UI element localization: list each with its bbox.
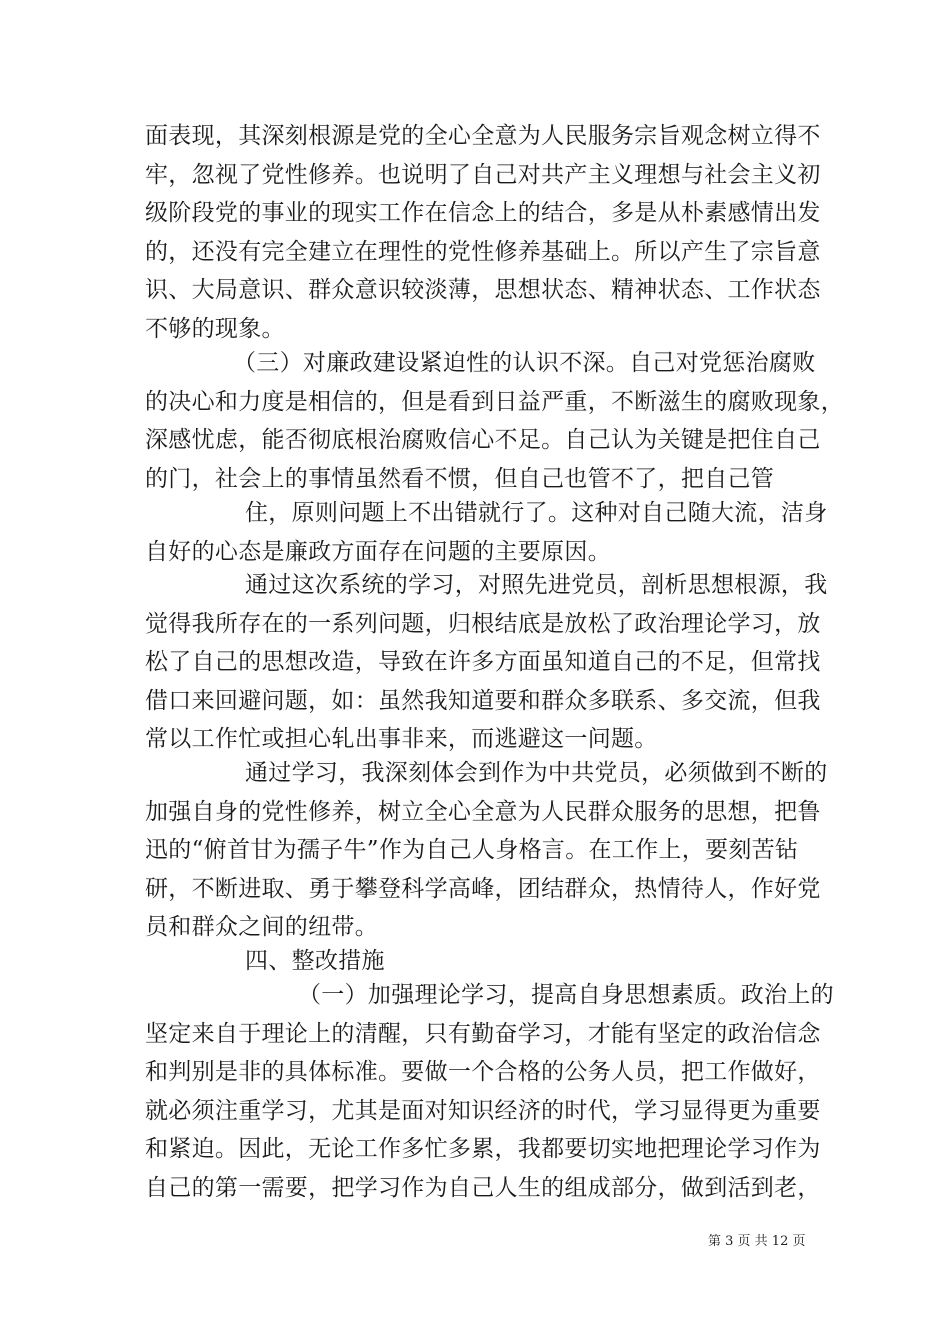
section-heading: 四、整改措施 — [245, 948, 385, 974]
text-line: 自好的心态是廉政方面存在问题的主要原因。 — [145, 539, 611, 565]
text-line: 研，不断进取、勇于攀登科学高峰，团结群众，热情待人，作好党 — [145, 876, 821, 902]
text-line: 牢，忽视了党性修养。也说明了自己对共产主义理想与社会主义初 — [145, 162, 821, 188]
text-line: 自己的第一需要，把学习作为自己人生的组成部分，做到活到老， — [145, 1175, 821, 1201]
text-line: 借口来回避问题，如：虽然我知道要和群众多联系、多交流，但我 — [145, 688, 821, 714]
text-line: 就必须注重学习，尤其是面对知识经济的时代，学习显得更为重要 — [145, 1098, 821, 1124]
text-line: 加强自身的党性修养，树立全心全意为人民群众服务的思想，把鲁 — [145, 799, 821, 825]
text-line: 坚定来自于理论上的清醒，只有勤奋学习，才能有坚定的政治信念 — [145, 1021, 821, 1047]
page-number: 第 3 页 共 12 页 — [708, 1234, 806, 1249]
text-line: 深感忧虑，能否彻底根治腐败信心不足。自己认为关键是把住自己 — [145, 427, 821, 453]
text-line: 迅的“俯首甘为孺子牛”作为自己人身格言。在工作上，要刻苦钻 — [145, 837, 799, 863]
text-line: 住，原则问题上不出错就行了。这种对自己随大流，洁身 — [245, 500, 828, 526]
text-line: 和紧迫。因此，无论工作多忙多累，我都要切实地把理论学习作为 — [145, 1136, 821, 1162]
text-line: 的决心和力度是相信的，但是看到日益严重，不断滋生的腐败现象， — [145, 389, 844, 415]
text-line: 不够的现象。 — [145, 316, 285, 342]
text-line: 员和群众之间的纽带。 — [145, 914, 378, 940]
text-line: （一）加强理论学习，提高自身思想素质。政治上的 — [298, 982, 834, 1008]
text-line: 的门，社会上的事情虽然看不惯，但自己也管不了，把自己管 — [145, 466, 775, 492]
text-line: 和判别是非的具体标准。要做一个合格的公务人员，把工作做好， — [145, 1059, 821, 1085]
text-line: 面表现，其深刻根源是党的全心全意为人民服务宗旨观念树立得不 — [145, 123, 821, 149]
text-line: 通过这次系统的学习，对照先进党员，剖析思想根源，我 — [245, 572, 828, 598]
text-line: 识、大局意识、群众意识较淡薄，思想状态、精神状态、工作状态 — [145, 277, 821, 303]
text-line: 通过学习，我深刻体会到作为中共党员，必须做到不断的 — [245, 760, 828, 786]
text-line: 觉得我所存在的一系列问题，归根结底是放松了政治理论学习，放 — [145, 611, 821, 637]
text-line: 级阶段党的事业的现实工作在信念上的结合，多是从朴素感情出发 — [145, 200, 821, 226]
text-line: 松了自己的思想改造，导致在许多方面虽知道自己的不足，但常找 — [145, 649, 821, 675]
text-line: （三）对廉政建设紧迫性的认识不深。自己对党惩治腐败 — [233, 350, 816, 376]
text-line: 常以工作忙或担心轧出事非来，而逃避这一问题。 — [145, 726, 658, 752]
text-line: 的，还没有完全建立在理性的党性修养基础上。所以产生了宗旨意 — [145, 239, 821, 265]
